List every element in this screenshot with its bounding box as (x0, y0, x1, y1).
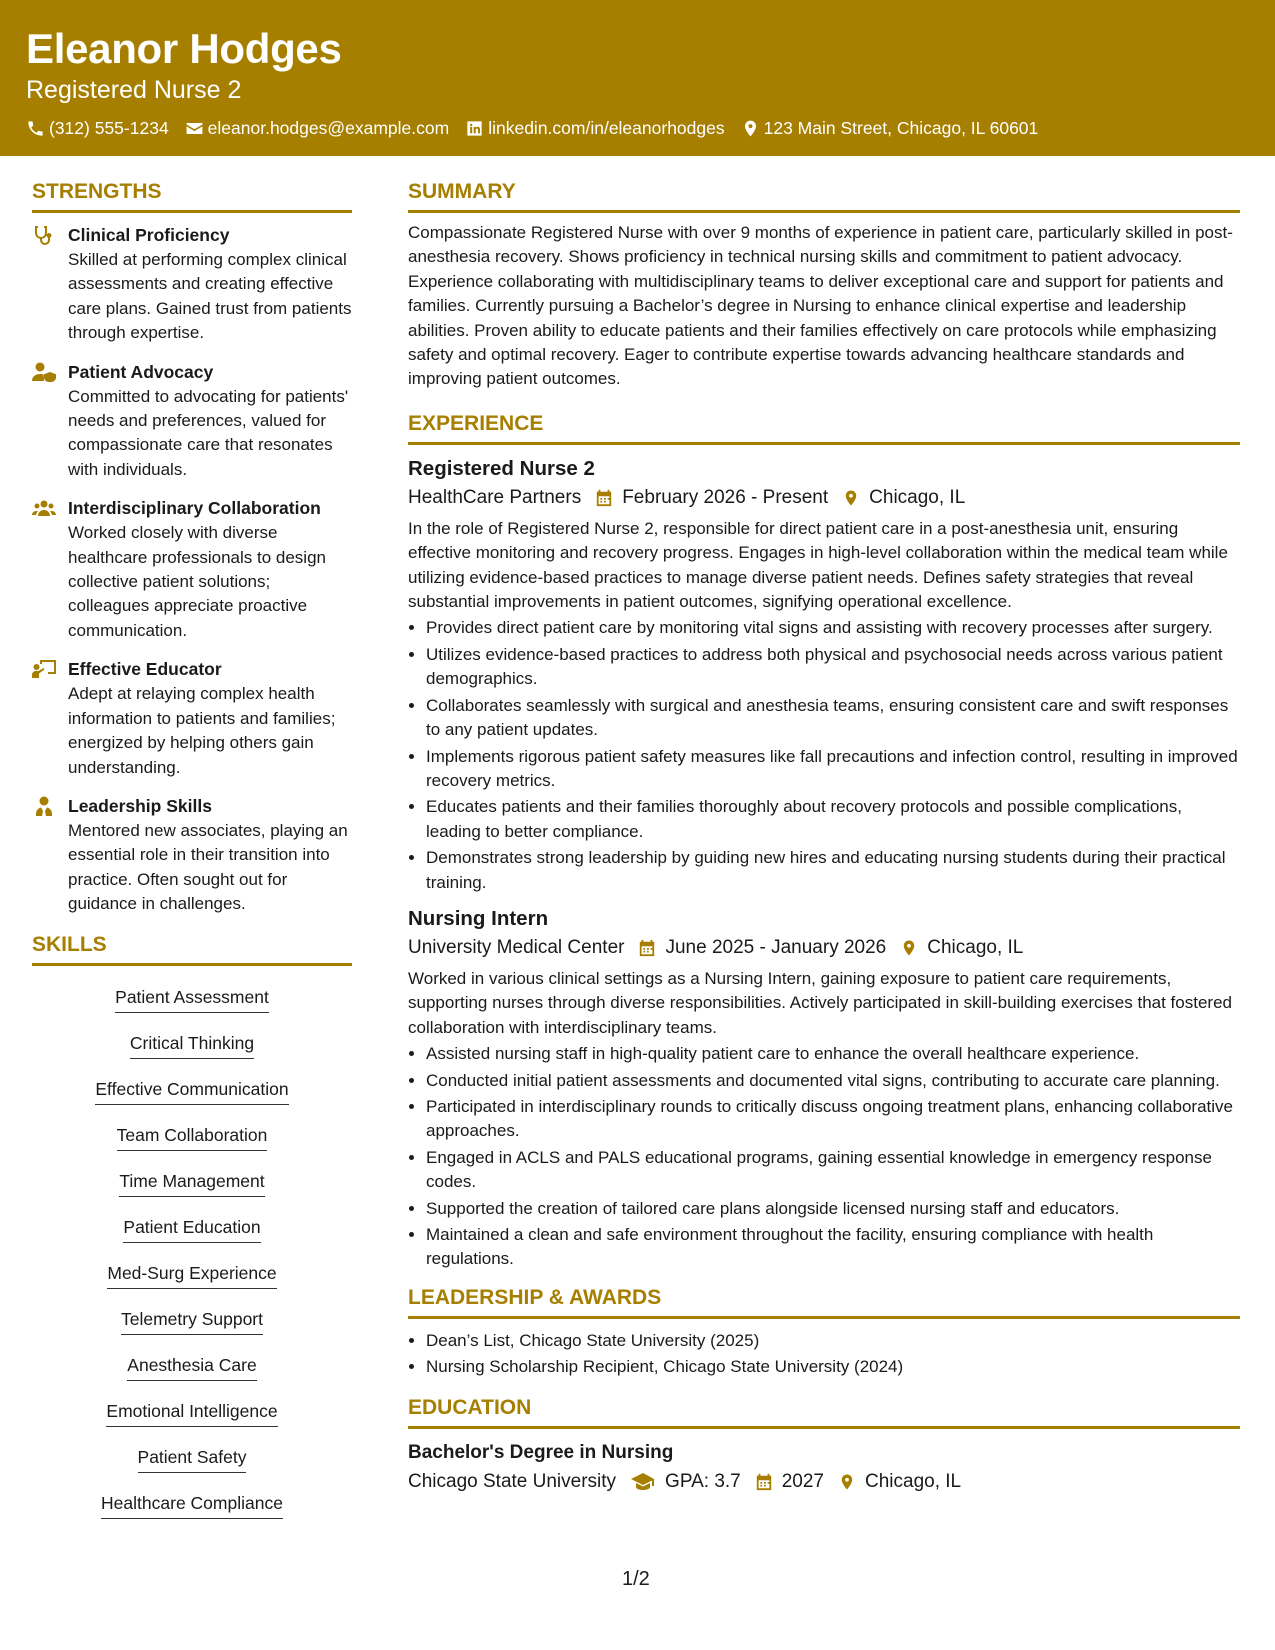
year-text: 2027 (781, 1470, 825, 1492)
experience-heading: EXPERIENCE (408, 410, 1240, 445)
strength-desc: Committed to advocating for patients' needs and preferences, valued for compassionate care that resonates with individuals. (68, 386, 349, 479)
dates-text: June 2025 - January 2026 (665, 936, 887, 958)
job-company (408, 933, 624, 963)
address-text: 123 Main Street, Chicago, IL 60601 (763, 118, 1039, 138)
skill-item: Patient Assessment (115, 985, 269, 1013)
calendar-icon (638, 938, 656, 958)
map-marker-icon (741, 119, 760, 138)
calendar-icon (595, 488, 613, 508)
job-bullet: • Demonstrates strong leadership by guiding new hires and educating nursing students during their practical training. (426, 846, 1240, 895)
skill-item: Patient Safety (138, 1445, 247, 1473)
calendar-icon (755, 1472, 773, 1492)
skill-item: Critical Thinking (130, 1031, 254, 1059)
contact-bar (26, 118, 1249, 139)
skill-row (32, 1348, 352, 1394)
job-meta (408, 933, 1240, 963)
awards-heading: LEADERSHIP & AWARDS (408, 1284, 1240, 1319)
right-column (408, 178, 1240, 1501)
summary-heading: SUMMARY (408, 178, 1240, 213)
skill-row (32, 1440, 352, 1486)
skill-item: Effective Communication (95, 1077, 288, 1105)
strength-icon-wrap (32, 223, 68, 346)
contact-address (741, 118, 1039, 139)
skill-item: Emotional Intelligence (106, 1399, 277, 1427)
skill-item: Team Collaboration (117, 1123, 268, 1151)
map-marker-icon (900, 938, 918, 958)
strength-icon-wrap (32, 794, 68, 917)
page-number: 1/2 (622, 1568, 650, 1590)
job-company (408, 483, 581, 513)
skill-row (32, 1118, 352, 1164)
job-bullet: • Educates patients and their families thoroughly about recovery protocols and possible complications, leading to better compliance. (426, 795, 1240, 844)
job-bullet: • Utilizes evidence-based practices to address both physical and psychosocial needs across various patient demographics. (426, 643, 1240, 692)
skill-item: Med-Surg Experience (107, 1261, 276, 1289)
job-location (900, 933, 1023, 963)
education-meta (408, 1467, 1240, 1497)
chalkboard-teacher-icon (32, 659, 56, 679)
award-item: • Nursing Scholarship Recipient, Chicago State University (2024) (426, 1355, 1240, 1379)
job-bullet: • Assisted nursing staff in high-quality patient care to enhance the overall healthcare experience. (426, 1042, 1240, 1066)
education-school (408, 1467, 616, 1497)
dates-text: February 2026 - Present (622, 486, 829, 508)
strength-desc: Adept at relaying complex health information to patients and families; energized by helping others gain understanding. (68, 684, 336, 777)
resume-header (0, 0, 1275, 156)
skill-row (32, 980, 352, 1026)
strength-desc: Mentored new associates, playing an essential role in their transition into practice. Often sought out for guidance in challenges. (68, 820, 348, 914)
skill-item: Telemetry Support (121, 1307, 263, 1335)
job-entry (408, 455, 1240, 895)
strength-desc: Worked closely with diverse healthcare professionals to design collective patient solutions; colleagues appreciate proactive communication. (68, 523, 326, 640)
job-description: In the role of Registered Nurse 2, responsible for direct patient care in a post-anesthesia unit, ensuring effective monitoring and recovery progress. Engages in high-level collaboration within the medical team while utilizing evidence-based practices to manage diverse patient needs. Defines safety strategies that reveal substantial improvements in patient outcomes, signifying operational excellence. (408, 518, 1228, 612)
skill-item: Healthcare Compliance (101, 1491, 283, 1519)
skill-row (32, 1394, 352, 1440)
company-text: University Medical Center (408, 936, 625, 958)
map-marker-icon (838, 1472, 856, 1492)
user-shield-icon (32, 362, 56, 382)
skills-heading: SKILLS (32, 931, 352, 966)
linkedin-text: linkedin.com/in/eleanorhodges (488, 118, 725, 138)
map-marker-icon (842, 488, 860, 508)
school-text: Chicago State University (408, 1470, 617, 1492)
job-bullet: • Collaborates seamlessly with surgical and anesthesia teams, ensuring consistent care and swift responses to any patient updates. (426, 694, 1240, 743)
job-title: Nursing Intern (408, 906, 549, 930)
skill-item: Anesthesia Care (127, 1353, 256, 1381)
strength-desc: Skilled at performing complex clinical assessments and creating effective care plans. Gained trust from patients through expertise. (68, 250, 352, 343)
phone-text: (312) 555-1234 (49, 118, 169, 138)
skills-list (32, 976, 352, 1532)
location-text: Chicago, IL (869, 486, 966, 508)
education-heading: EDUCATION (408, 1394, 1240, 1429)
strength-title: Interdisciplinary Collaboration (68, 498, 321, 519)
strength-item (32, 496, 352, 643)
skill-row (32, 1164, 352, 1210)
email-text: eleanor.hodges@example.com (207, 118, 450, 138)
strength-item (32, 657, 352, 780)
strength-item (32, 794, 352, 917)
job-bullet: • Provides direct patient care by monitoring vital signs and assisting with recovery processes after surgery. (426, 616, 1240, 640)
user-tie-icon (32, 796, 56, 816)
skill-row (32, 1072, 352, 1118)
contact-email[interactable] (185, 118, 450, 139)
job-bullet: • Engaged in ACLS and PALS educational programs, gaining essential knowledge in emergency response codes. (426, 1146, 1240, 1195)
education-gpa (630, 1467, 741, 1497)
candidate-name: Eleanor Hodges (26, 25, 342, 72)
skill-item: Time Management (119, 1169, 264, 1197)
strength-icon-wrap (32, 360, 68, 483)
awards-list (408, 1329, 1240, 1380)
education-location (838, 1467, 961, 1497)
summary-text: Compassionate Registered Nurse with over 9 months of experience in patient care, particularly skilled in post-anesthesia recovery. Shows proficiency in technical nursing skills and commitment to patient advocacy. Experience collaborating with multidisciplinary teams to deliver exceptional care and support for patients and families. Currently pursuing a Bachelor’s degree in Nursing to enhance clinical expertise and leadership abilities. Proven ability to educate patients and their families effectively on care protocols while emphasizing safety and optimal recovery. Eager to contribute expertise towards advancing healthcare standards and improving patient outcomes. (408, 223, 1233, 389)
strength-title: Clinical Proficiency (68, 225, 230, 245)
left-column (32, 178, 352, 1532)
users-icon (32, 498, 56, 518)
graduation-cap-icon (630, 1472, 656, 1492)
job-entry (408, 905, 1240, 1272)
education-degree: Bachelor's Degree in Nursing (408, 1441, 674, 1463)
job-bullets (408, 1042, 1240, 1272)
job-dates (595, 483, 828, 513)
strengths-list (32, 223, 352, 917)
phone-icon (26, 119, 45, 138)
strength-item (32, 360, 352, 483)
strength-icon-wrap (32, 657, 68, 780)
stethoscope-icon (32, 225, 56, 245)
contact-phone[interactable] (26, 118, 169, 139)
job-location (842, 483, 965, 513)
skill-row (32, 1210, 352, 1256)
skill-row (32, 1026, 352, 1072)
job-meta (408, 483, 1240, 513)
gpa-text: GPA: 3.7 (665, 1470, 741, 1492)
job-bullets (408, 616, 1240, 894)
strength-title: Patient Advocacy (68, 361, 214, 382)
strengths-heading: STRENGTHS (32, 178, 352, 213)
job-bullet: • Implements rigorous patient safety measures like fall precautions and infection control, resulting in improved recovery metrics. (426, 745, 1240, 794)
award-item: • Dean’s List, Chicago State University (2025) (426, 1329, 1240, 1353)
candidate-title: Registered Nurse 2 (26, 76, 242, 104)
strength-title: Effective Educator (68, 659, 222, 680)
job-description: Worked in various clinical settings as a Nursing Intern, gaining exposure to patient care requirements, supporting nurses through diverse responsibilities. Actively participated in skill-building exercises that fostered collaboration with interdisciplinary teams. (408, 968, 1232, 1037)
envelope-icon (185, 119, 204, 138)
linkedin-icon (465, 119, 484, 138)
job-bullet: • Conducted initial patient assessments and documented vital signs, contributing to accurate care planning. (426, 1069, 1240, 1093)
location-text: Chicago, IL (865, 1470, 962, 1492)
job-bullet: • Supported the creation of tailored care plans alongside licensed nursing staff and educators. (426, 1197, 1240, 1221)
strength-item (32, 223, 352, 346)
company-text: HealthCare Partners (408, 486, 582, 508)
skill-row (32, 1256, 352, 1302)
contact-linkedin[interactable] (465, 118, 724, 139)
strength-title: Leadership Skills (68, 795, 212, 816)
location-text: Chicago, IL (927, 936, 1024, 958)
skill-item: Patient Education (123, 1215, 260, 1243)
job-dates (638, 933, 886, 963)
skill-row (32, 1302, 352, 1348)
strength-icon-wrap (32, 496, 68, 643)
job-bullet: • Participated in interdisciplinary rounds to critically discuss ongoing treatment plans, enhancing collaborative approaches. (426, 1095, 1240, 1144)
job-bullet: • Maintained a clean and safe environment throughout the facility, ensuring compliance with health regulations. (426, 1223, 1240, 1272)
skill-row (32, 1486, 352, 1532)
education-year (755, 1467, 824, 1497)
job-title: Registered Nurse 2 (408, 456, 595, 480)
experience-list (408, 455, 1240, 1272)
